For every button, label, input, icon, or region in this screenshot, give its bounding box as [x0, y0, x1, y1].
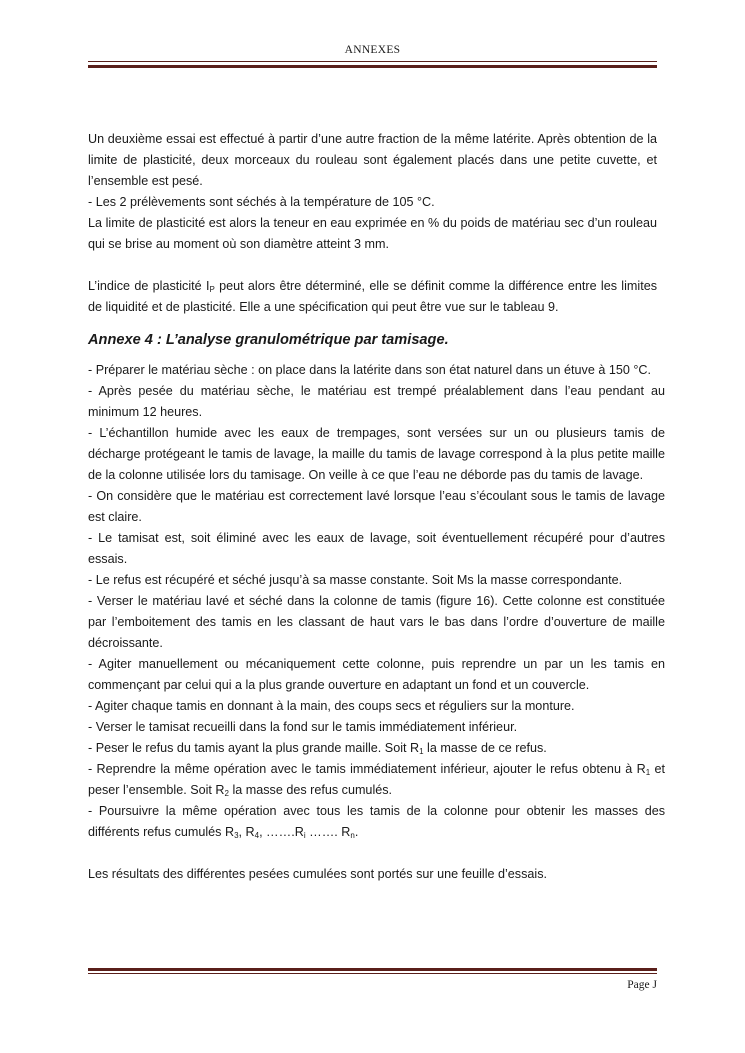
step-item: - Agiter chaque tamis en donnant à la main, des coups secs et réguliers sur la monture.	[88, 699, 575, 713]
page-content	[88, 129, 665, 885]
step-item: - Après pesée du matériau sèche, le matériau est trempé préalablement dans l’eau pendant au minimum 12 heures.	[88, 384, 665, 419]
step-item-repeat: - Reprendre la même opération avec le tamis immédiatement inférieur, ajouter le refus obtenu à $R_1$ et peser l’ensemble. Soit $R_2$ la masse des refus cumulés.	[88, 762, 665, 798]
page-number: Page J	[627, 979, 657, 991]
step-item: - Verser le tamisat recueilli dans la fond sur le tamis immédiatement inférieur.	[88, 720, 518, 734]
step-item: - Agiter manuellement ou mécaniquement cette colonne, puis reprendre un par un les tamis en commençant par celui qui a la plus grande ouverture en adaptant un fond et un couvercle.	[88, 657, 665, 692]
annex-4-heading: Annexe 4 : L’analyse granulométrique par tamisage.	[88, 332, 449, 348]
subscript: P	[209, 285, 215, 294]
page-header-title: ANNEXES	[344, 44, 401, 56]
step-item: - On considère que le matériau est correctement lavé lorsque l’eau s’écoulant sous le tamis de lavage est claire.	[88, 489, 665, 524]
plastic-limit-definition: La limite de plasticité est alors la teneur en eau exprimée en % du poids de matériau sec d’un rouleau qui se brise au moment où son diamètre atteint 3 mm.	[88, 216, 657, 251]
drying-note: - Les 2 prélèvements sont séchés à la température de 105 °C.	[88, 195, 435, 209]
step-item: - L’échantillon humide avec les eaux de trempages, sont versées sur un ou plusieurs tamis de décharge protégeant le tamis de lavage, la maille du tamis de lavage correspond à la plus petite maille de la colonne utilisée lors du tamisage. On veille à ce que l’eau ne déborde pas du tamis de lavage.	[88, 426, 665, 482]
intro-paragraph: Un deuxième essai est effectué à partir d’une autre fraction de la même latérite. Après obtention de la limite de plasticité, deux morceaux du rouleau sont également placés dans une petite cuvette, et l’ensemble est pesé.	[88, 132, 657, 188]
annex-4-steps	[88, 360, 665, 885]
step-item: - Verser le matériau lavé et séché dans la colonne de tamis (figure 16). Cette colonne est constituée par l’emboitement des tamis en les classant de haut vars le bas dans l’ordre d’ouverture de maille décroissante.	[88, 594, 665, 650]
step-item: - Le refus est récupéré et séché jusqu’à sa masse constante. Soit Ms la masse correspondante.	[88, 573, 623, 587]
conclusion-paragraph: Les résultats des différentes pesées cumulées sont portés sur une feuille d’essais.	[88, 867, 547, 881]
step-item: - Le tamisat est, soit éliminé avec les eaux de lavage, soit éventuellement récupéré pour d’autres essais.	[88, 531, 665, 566]
step-item: - Préparer le matériau sèche : on place dans la latérite dans son état naturel dans un étuve à 150 °C.	[88, 363, 651, 377]
footer-rule	[88, 968, 657, 974]
plasticity-index-paragraph: L’indice de plasticité $I_P$ peut alors être déterminé, elle se définit comme la différence entre les limites de liquidité et de plasticité. Elle a une spécification qui peut être vue sur le tableau 9.	[88, 279, 657, 314]
step-item-weigh: - Peser le refus du tamis ayant la plus grande maille. Soit $R_1$ la masse de ce refus.	[88, 741, 547, 756]
header-rule	[88, 61, 657, 68]
step-item-continue: - Poursuivre la même opération avec tous les tamis de la colonne pour obtenir les masses des différents refus cumulés $R_3$, $R_4$, $\dots\dots.R_i$ ……. $R_n$.	[88, 804, 665, 840]
